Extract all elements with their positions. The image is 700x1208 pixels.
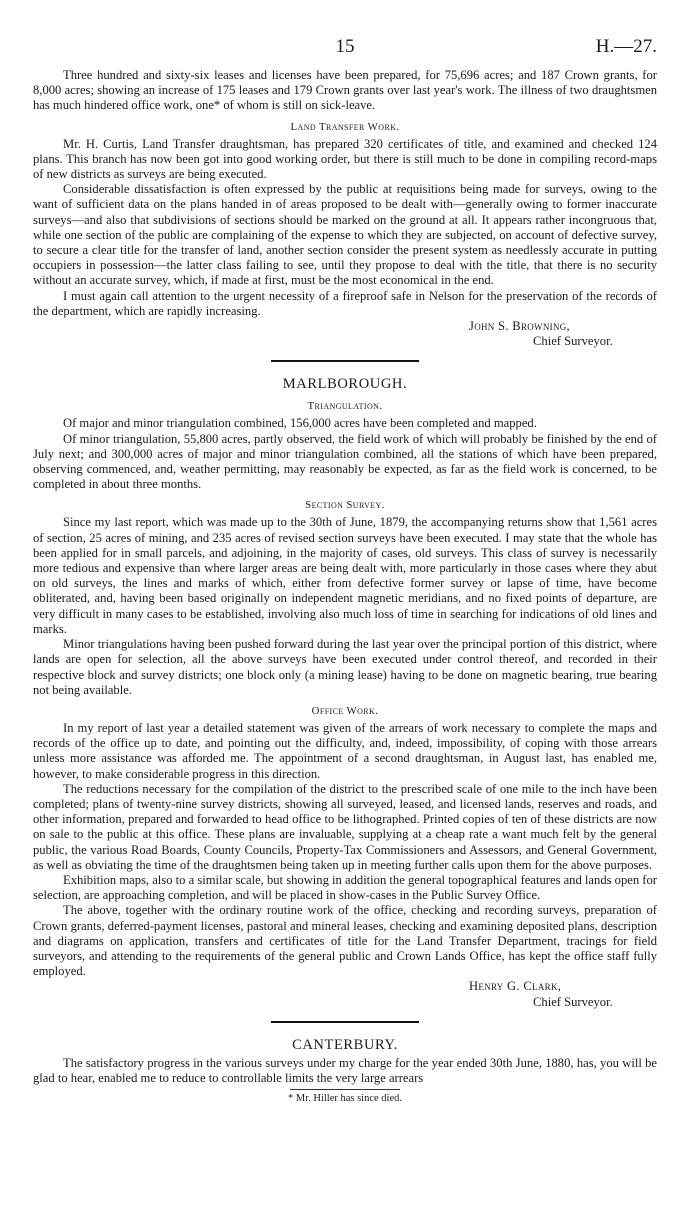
page-reference: H.—27.	[595, 36, 657, 57]
footnote: * Mr. Hiller has since died.	[287, 1093, 403, 1105]
office-work-paragraph: The reductions necessary for the compilation of the district to the prescribed scale of one mile to the inch have been completed; plans of twenty-nine survey districts, showing all surveyed, leased, and licensed lands, reserves and roads, and other information, prepared and forwarded to head office to be lithographed. Printed copies of ten of these districts are now on sale to the public at this office. These plans are invaluable, supplying at a cheap rate a want much felt by the general public, the various Road Boards, County Councils, Property-Tax Commissioners and Assessors, and General Government, as well as obviating the time of the draughtsmen being taken up in meeting further calls upon them for the above purposes.	[33, 781, 657, 872]
page-header	[33, 36, 657, 68]
signature-name: Henry G. Clark,	[469, 979, 562, 994]
office-work-paragraph: In my report of last year a detailed statement was given of the arrears of work necessary to complete the maps and records of the office up to date, and pointing out the difficulty, and, indeed, impossibility, of coping with those arrears unless more assistance was afforded me. The appointment of a second draughtsman, in August last, has enabled me, however, to make considerable progress in this direction.	[33, 720, 657, 781]
triangulation-paragraph: Of major and minor triangulation combined, 156,000 acres have been completed and mapped.	[63, 416, 537, 431]
document-page	[33, 36, 657, 1104]
signature-block	[33, 979, 657, 1009]
land-transfer-heading: Land Transfer Work.	[290, 120, 400, 133]
section-survey-paragraph: Since my last report, which was made up to the 30th of June, 1879, the accompanying returns show that 1,561 acres of section, 25 acres of mining, and 235 acres of revised section surveys have been executed. I may state that the whole has been applied for in small parcels, and adjoining, in the majority of cases, old surveys. This class of survey is necessarily more tedious and expensive than where larger areas are being dealt with, more particularly in those cases where they abut on old surveys, the lines and marks of which, either from defective former survey or lapse of time, have become obliterated, and, having been based originally on independent magnetic meridians, and no fixed points of departure, are very difficult in many cases to be established, involving also much loss of time in searching for indications of old lines and marks.	[33, 515, 657, 636]
office-work-paragraph: Exhibition maps, also to a similar scale, but showing in addition the general topographical features and lands open for selection, are approaching completion, and will be placed in show-cases in the Public Survey Office.	[33, 872, 657, 903]
triangulation-heading: Triangulation.	[307, 400, 383, 413]
section-divider	[271, 1021, 419, 1023]
signature-title: Chief Surveyor.	[533, 994, 613, 1009]
signature-title: Chief Surveyor.	[533, 334, 613, 349]
signature-block	[33, 319, 657, 349]
district-heading-canterbury: CANTERBURY.	[292, 1036, 398, 1053]
signature-name: John S. Browning,	[469, 319, 570, 334]
triangulation-paragraph: Of minor triangulation, 55,800 acres, partly observed, the field work of which will probably be finished by the end of July next; and 300,000 acres of major and minor triangulation combined, all the stations of which have been prepared, observing commenced, and, weather permitting, may reasonably be expected, as far as the field work is concerned, to be completed in about three months.	[33, 431, 657, 492]
land-transfer-paragraph: Mr. H. Curtis, Land Transfer draughtsman, has prepared 320 certificates of title, and examined and checked 124 plans. This branch has now been got into good working order, but there is still much to be done in compiling record-maps of new districts as surveys are being executed.	[33, 136, 657, 182]
canterbury-paragraph: The satisfactory progress in the various surveys under my charge for the year ended 30th June, 1880, has, you will be glad to hear, enabled me to reduce to controllable limits the very large arrears	[33, 1055, 657, 1085]
section-survey-heading: Section Survey.	[305, 499, 385, 512]
district-heading-marlborough: MARLBOROUGH.	[282, 376, 408, 393]
page-number: 15	[335, 36, 355, 57]
land-transfer-paragraph: Considerable dissatisfaction is often expressed by the public at requisitions being made for surveys, owing to the want of sufficient data on the plans handed in of areas proposed to be dealt with—generally owing to former inaccurate surveys—and also that subdivisions of sections should be marked on the ground at all. It appears rather incongruous that, while one section of the public are complaining of the expense to which they are subjected, on account of defective survey, to secure a clear title for the transfer of land, another section consider the present system as needlessly accurate in putting occupiers in possession—the latter class failing to see, until they propose to deal with the title, that there is no security without an accurate survey, which, if made at first, must be the most economical in the end.	[33, 182, 657, 288]
section-survey-paragraph: Minor triangulations having been pushed forward during the last year over the principal portion of this district, where lands are open for selection, all the above surveys have been executed under control thereof, and recorded in their respective block and survey districts; one block only (a mining lease) having to be done on magnetic bearing, true bearing not being available.	[33, 637, 657, 697]
footnote-divider	[290, 1089, 400, 1090]
intro-paragraph: Three hundred and sixty-six leases and licenses have been prepared, for 75,696 acres; and 187 Crown grants, for 8,000 acres; showing an increase of 175 leases and 179 Crown grants over last year's work. The illness of two draughtsmen has much hindered office work, one* of whom is still on sick-leave.	[33, 68, 657, 113]
land-transfer-paragraph: I must again call attention to the urgent necessity of a fireproof safe in Nelson for the preservation of the records of the department, which are rapidly increasing.	[33, 288, 657, 318]
section-divider	[271, 360, 419, 362]
office-work-paragraph: The above, together with the ordinary routine work of the office, checking and recording surveys, preparation of Crown grants, deferred-payment licenses, pastoral and mineral leases, checking and examining deposited plans, description and diagrams on application, transfers and certificates of title for the Land Transfer Department, tracings for field surveyors, and attending to the requirements of the general public and Crown Lands Office, has kept the office staff fully employed.	[33, 903, 657, 979]
office-work-heading: Office Work.	[311, 704, 379, 717]
